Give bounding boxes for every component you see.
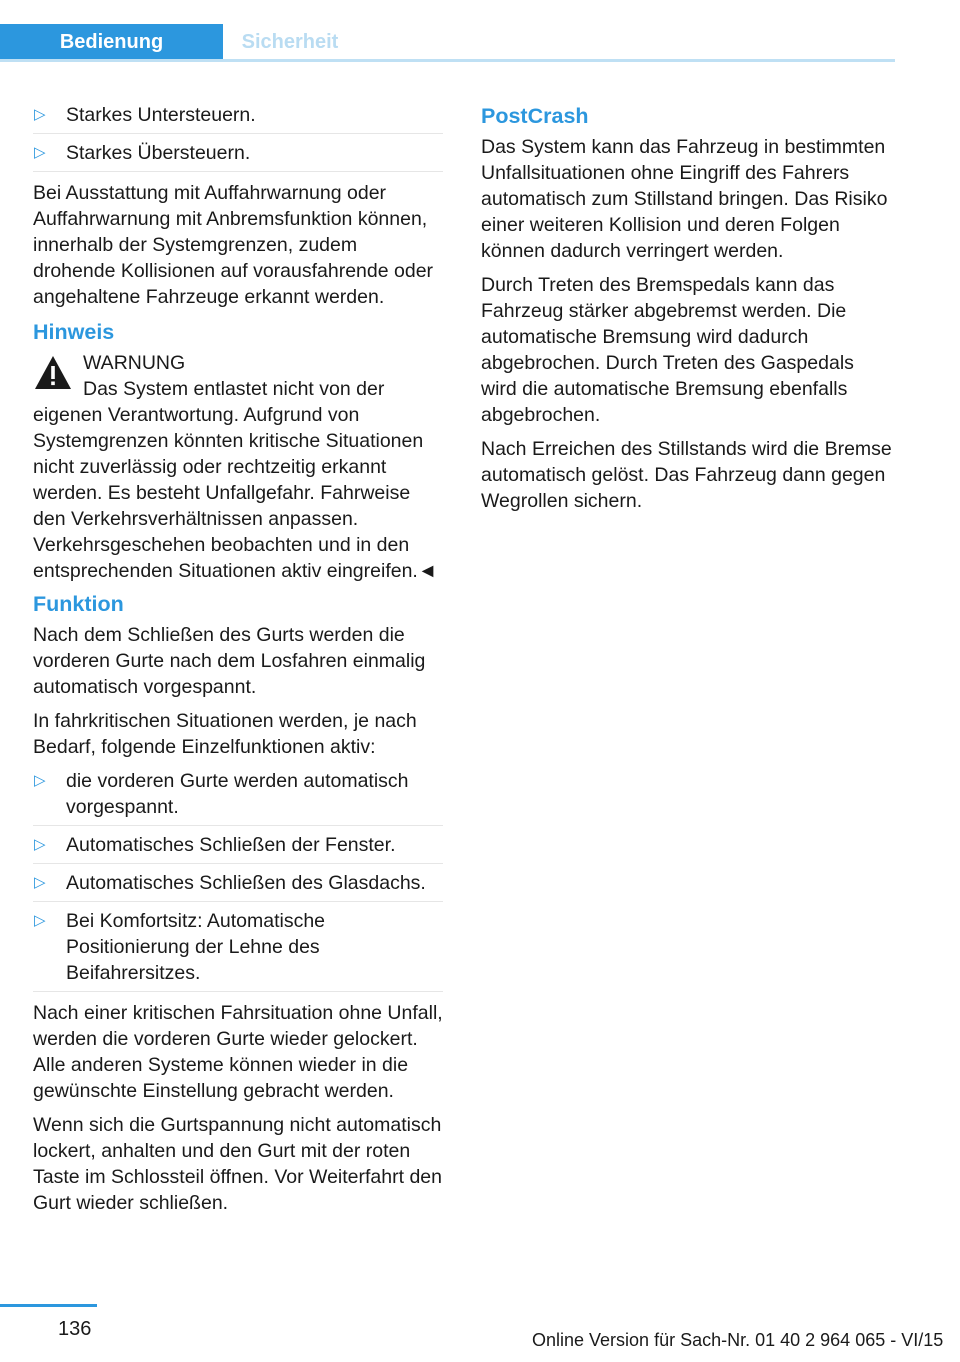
paragraph-stillstand: Nach Erreichen des Stillstands wird die Bremse automatisch gelöst. Das Fahrzeug dann gegen Wegrollen sichern. (481, 438, 892, 512)
heading-funktion: Funktion (33, 592, 124, 616)
paragraph-auffahrwarnung: Bei Ausstattung mit Auffahrwarnung oder Auffahrwarnung mit Anbremsfunktion können, innerhalb der Systemgrenzen, zudem drohende Kollisionen auf vorausfahrende oder angehaltene Fahrzeuge erkannt werden. (33, 182, 434, 308)
right-column (481, 102, 893, 522)
warning-triangle-icon (33, 354, 73, 392)
warning-block (33, 350, 443, 584)
warning-title: WARNUNG (83, 352, 186, 374)
bullet-triangle-icon: ▷ (34, 874, 46, 891)
bullet-triangle-icon: ▷ (34, 144, 46, 161)
header-divider (0, 59, 895, 62)
list-item (33, 870, 443, 902)
page-number: 136 (58, 1318, 92, 1340)
bullet-triangle-icon: ▷ (34, 912, 46, 929)
list-item (33, 140, 443, 172)
paragraph-gurtspannung: Wenn sich die Gurtspannung nicht automatisch lockert, anhalten und den Gurt mit der roten Taste im Schlossteil öffnen. Vor Weiterfahrt den Gurt wieder schließen. (33, 1114, 442, 1214)
list-item-text: Starkes Übersteuern. (66, 142, 251, 164)
list-item-text: die vorderen Gurte werden automatisch vorgespannt. (66, 770, 409, 818)
list-item (33, 832, 443, 864)
footer-divider (0, 1304, 97, 1307)
list-item-text: Starkes Untersteuern. (66, 104, 256, 126)
paragraph-bremspedal: Durch Treten des Bremspedals kann das Fahrzeug stärker abgebremst werden. Die automatische Bremsung wird dadurch abgebrochen. Durch Treten des Gaspedals wird die automatische Bremsung ebenfalls abgebrochen. (481, 274, 854, 426)
heading-hinweis: Hinweis (33, 320, 115, 344)
bullet-list-steering (33, 102, 443, 172)
list-item (33, 768, 443, 826)
bullet-triangle-icon: ▷ (34, 836, 46, 853)
bullet-triangle-icon: ▷ (34, 772, 46, 789)
list-item-text: Automatisches Schließen der Fenster. (66, 834, 396, 856)
paragraph-gurt-vorspannung: Nach dem Schließen des Gurts werden die vorderen Gurte nach dem Losfahren einmalig automatisch vorgespannt. (33, 624, 426, 698)
heading-postcrash: PostCrash (481, 104, 589, 128)
list-item (33, 102, 443, 134)
bullet-list-einzelfunktionen (33, 768, 443, 992)
page-header (0, 0, 895, 62)
list-item-text: Automatisches Schließen des Glasdachs. (66, 872, 426, 894)
footer-online-version: Online Version für Sach-Nr. 01 40 2 964 065 - VI/15 (532, 1330, 944, 1350)
paragraph-fahrkritisch: In fahrkritischen Situationen werden, je nach Bedarf, folgende Einzelfunktionen aktiv: (33, 710, 417, 758)
paragraph-nach-fahrsituation: Nach einer kritischen Fahrsituation ohne Unfall, werden die vorderen Gurte wieder gelockert. Alle anderen Systeme können wieder in die gewünschte Einstellung gebracht werden. (33, 1002, 443, 1102)
list-item-text: Bei Komfortsitz: Automatische Positionierung der Lehne des Beifahrersitzes. (66, 910, 326, 984)
bullet-triangle-icon: ▷ (34, 106, 46, 123)
left-column (33, 102, 443, 1224)
warning-text: Das System entlastet nicht von der eigenen Verantwortung. Aufgrund von Systemgrenzen könnten kritische Situationen nicht zuverlässig oder rechtzeitig erkannt werden. Es besteht Unfallgefahr. Fahrweise den Verkehrsverhältnissen anpassen. Verkehrsgeschehen beobachten und in den entsprechenden Situationen aktiv eingreifen.◄ (33, 378, 438, 582)
tab-sicherheit[interactable]: Sicherheit (241, 31, 339, 53)
paragraph-postcrash-system: Das System kann das Fahrzeug in bestimmten Unfallsituationen ohne Eingriff des Fahrers automatisch zum Stillstand bringen. Das Risiko einer weiteren Kollision und deren Folgen können dadurch verringert werden. (481, 136, 888, 262)
tab-bedienung[interactable]: Bedienung (0, 24, 223, 60)
list-item (33, 908, 443, 992)
